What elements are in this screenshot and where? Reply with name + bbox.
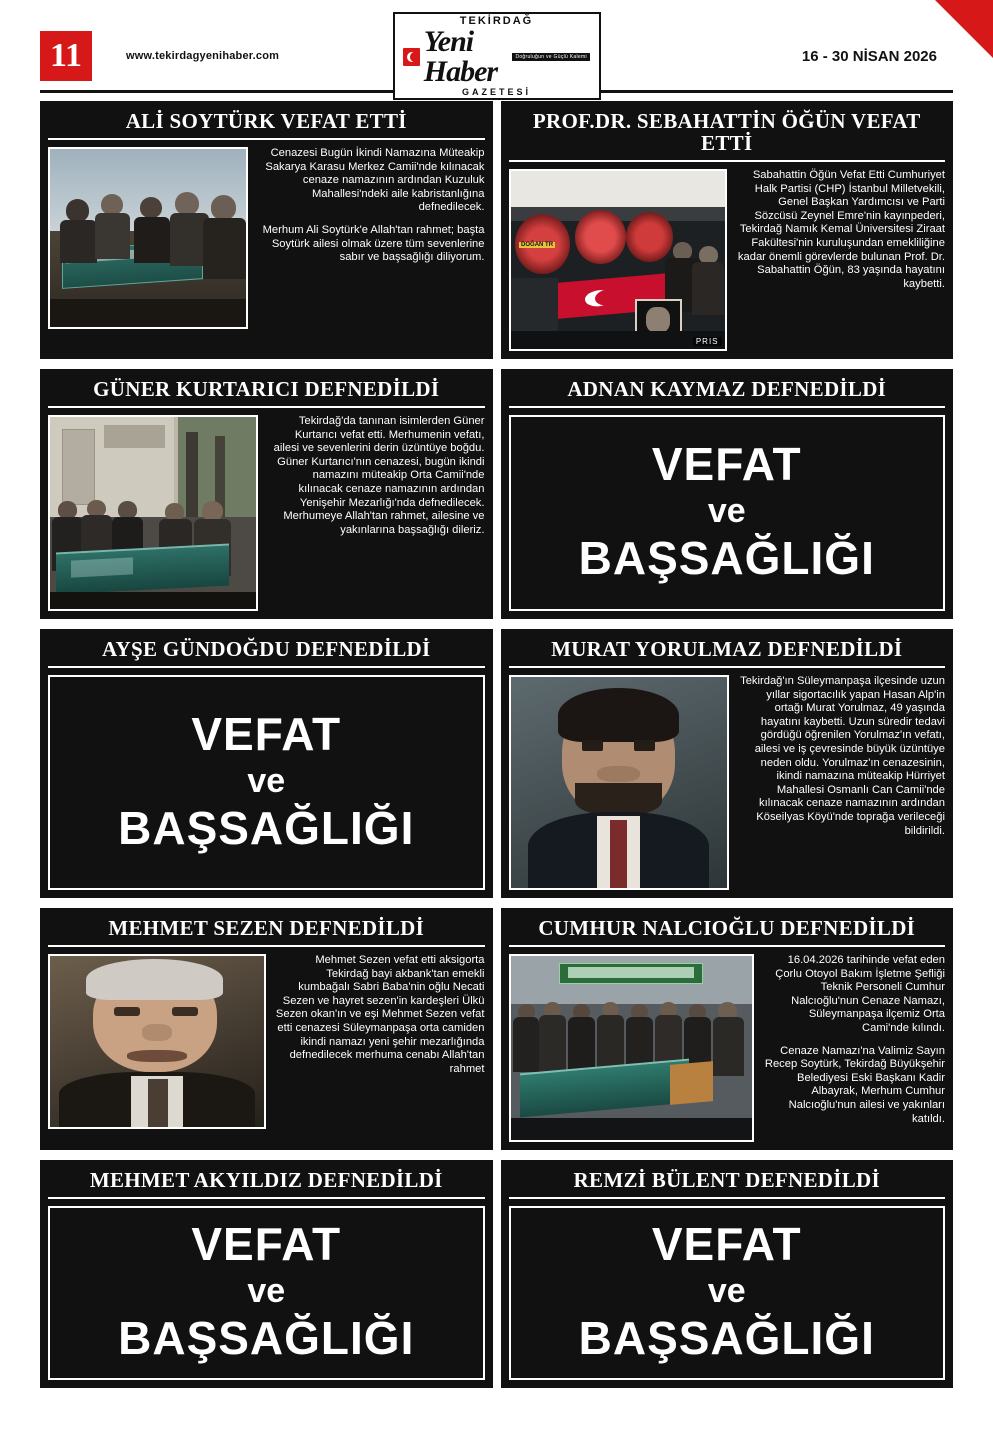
obituary-card-cumhur-nalcioglu (501, 908, 954, 1150)
photo-watermark: PRIS (693, 337, 722, 346)
website-url[interactable]: www.tekirdagyenihaber.com (126, 50, 280, 62)
obituary-paragraph: Mehmet Sezen vefat etti aksigorta Tekirdağ bayi akbank'tan emekli kumbağalı Sabri Baba'nin oğlu Necati Sezen ve hayret sezen'in kardeşleri Ülkü Sezen okan'ın ve eşi Mehmet Sezen vefat etti cenazesi Süleymanpaşa orta camiden ikindi namazı yeni şehir mezarlığında defnedilecek merhuma cenabı Allah'tan rahmet (275, 954, 485, 1075)
obituary-paragraph: Merhum Ali Soytürk'e Allah'tan rahmet; başta Soytürk ailesi olmak üzere tüm sevenlerine sabır ve başsağlığı diliyorum. (262, 223, 485, 264)
plaque-line-2: ve (707, 1272, 746, 1310)
red-corner-decoration (935, 0, 993, 58)
obituary-title: CUMHUR NALCIOĞLU DEFNEDİLDİ (509, 914, 946, 947)
obituary-card-adnan-kaymaz (501, 369, 954, 619)
obituary-title: PROF.DR. SEBAHATTİN ÖĞÜN VEFAT ETTİ (509, 107, 946, 162)
obituary-paragraph: Cenazesi Bugün İkindi Namazına Müteakip Sakarya Karasu Merkez Camii'nde kılınacak cenaze namazının ardından Kuzuluk Mahallesi'ndeki aile kabristanlığına defnedilecek. (265, 147, 485, 214)
portrait-photo (509, 675, 729, 890)
condolence-plaque (48, 1206, 485, 1380)
obituary-card-mehmet-sezen (40, 908, 493, 1150)
obituary-text (736, 169, 946, 351)
obituary-card-ayse-gundogdu (40, 629, 493, 898)
plaque-line-3: BAŞSAĞLIĞI (118, 801, 415, 854)
page-number: 11 (40, 31, 92, 81)
plaque-line-3: BAŞSAĞLIĞI (118, 1312, 415, 1364)
obituary-paragraph: Cenaze Namazı'na Valimiz Sayın Recep Soytürk, Tekirdağ Büyükşehir Belediyesi Eski Başkanı Kadir Albayrak, Merhum Cumhur Nalcıoğlu'nun ailesi ve yakınları katıldı. (764, 1044, 945, 1125)
obituary-card-sebahattin-ogun (501, 101, 954, 359)
obituary-card-remzi-bulent (501, 1160, 954, 1388)
issue-date: 16 - 30 NİSAN 2026 (801, 47, 937, 65)
plaque-line-1: VEFAT (651, 438, 802, 490)
plaque-line-1: VEFAT (191, 707, 342, 760)
logo-bottom-text: GAZETESİ (461, 87, 531, 97)
plaque-line-3: BAŞSAĞLIĞI (578, 1312, 875, 1364)
condolence-plaque (509, 1206, 946, 1380)
logo-top-text: TEKİRDAĞ (459, 15, 534, 27)
obituary-title: MURAT YORULMAZ DEFNEDİLDİ (509, 635, 946, 668)
obituary-paragraph: Sabahattin Öğün Vefat Etti Cumhuriyet Halk Partisi (CHP) İstanbul Milletvekili, Genel Başkan Yardımcısı ve Parti Sözcüsü Zeynel Emre'nin kayınpederi, Tekirdağ Namık Kemal Üniversitesi Ziraat Fakültesi'nin kuruluşundan emekliliğine kadar önemli görevlerde bulunan Prof. Dr. Sabahattin Öğün, 83 yaşında hayatını kaybetti. (737, 169, 945, 290)
obituary-title: GÜNER KURTARICI DEFNEDİLDİ (48, 375, 485, 408)
logo-middle (403, 27, 590, 87)
obituary-text (267, 415, 485, 611)
obituary-grid (40, 101, 953, 1388)
obituary-paragraph: 16.04.2026 tarihinde vefat eden Çorlu Otoyol Bakım İşletme Şefliği Teknik Personeli Cumhur Nalcıoğlu'nun Cenaze Namazı, Süleymanpaşa ilçemiz Orta Cami'nde kılındı. (775, 954, 945, 1034)
obituary-title: MEHMET SEZEN DEFNEDİLDİ (48, 914, 485, 947)
obituary-title: ALİ SOYTÜRK VEFAT ETTİ (48, 107, 485, 140)
logo-slogan-text: Doğruluğun ve Güçlü Kalemi (512, 53, 589, 61)
obituary-text (763, 954, 946, 1142)
obituary-title: ADNAN KAYMAZ DEFNEDİLDİ (509, 375, 946, 408)
obituary-card-murat-yorulmaz (501, 629, 954, 898)
logo-name-text: Yeni Haber (423, 25, 498, 88)
obituary-title: MEHMET AKYILDIZ DEFNEDİLDİ (48, 1166, 485, 1199)
funeral-ceremony-photo: DOĞAN TR PRIS (509, 169, 727, 351)
obituary-card-ali-soyturk (40, 101, 493, 359)
obituary-paragraph: Tekirdağ'ın Süleymanpaşa ilçesinde uzun yıllar sigortacılık yapan Hasan Alp'in ortağı Murat Yorulmaz, 49 yaşında hayatını kaybetti. Uzun süredir tedavi gördüğü öğrenilen Yorulmaz'ın vefatı, ailesi ve iş çevresinde büyük üzüntüye neden oldu. Yorulmaz'ın cenazesinin, ikindi namazına müteakip Hürriyet Mahallesi Osmanlı Can Camii'nde kılınacak cenaze namazının ardından Köseilyas Köyü'nde toprağa verileceği bildirildi. (740, 675, 945, 837)
obituary-text (257, 147, 485, 351)
mosque-funeral-photo (48, 415, 258, 611)
masthead (40, 15, 953, 97)
obituary-title: AYŞE GÜNDOĞDU DEFNEDİLDİ (48, 635, 485, 668)
plaque-line-3: BAŞSAĞLIĞI (578, 532, 875, 584)
plaque-line-2: ve (707, 492, 746, 530)
portrait-photo (48, 954, 266, 1129)
condolence-plaque (509, 415, 946, 611)
newspaper-logo (393, 12, 601, 100)
plaque-line-1: VEFAT (651, 1218, 802, 1270)
condolence-plaque (48, 675, 485, 890)
funeral-group-photo (509, 954, 754, 1142)
obituary-text (738, 675, 946, 890)
obituary-paragraph: Tekirdağ'da tanınan isimlerden Güner Kurtarıcı vefat etti. Merhumenin vefatı, ailesi ve sevenlerini derin üzüntüye boğdu. Güner Kurtarıcı'nın cenazesi, bugün ikindi namazını müteakip Orta Camii'nde kılınacak cenaze namazının ardından Yenişehir Mezarlığı'nda defnedilecek. Merhumeye Allah'tan rahmet, ailesine ve yakınlarına başsağlığı dileriz. (273, 415, 485, 536)
plaque-line-2: ve (247, 761, 286, 800)
funeral-prayer-photo (48, 147, 248, 329)
obituary-text (275, 954, 485, 1142)
obituary-card-mehmet-akyildiz (40, 1160, 493, 1388)
obituary-card-guner-kurtarici (40, 369, 493, 619)
obituary-title: REMZİ BÜLENT DEFNEDİLDİ (509, 1166, 946, 1199)
plaque-line-1: VEFAT (191, 1218, 342, 1270)
turkish-flag-icon (403, 48, 420, 66)
newspaper-page (0, 15, 993, 1446)
plaque-line-2: ve (247, 1272, 286, 1310)
